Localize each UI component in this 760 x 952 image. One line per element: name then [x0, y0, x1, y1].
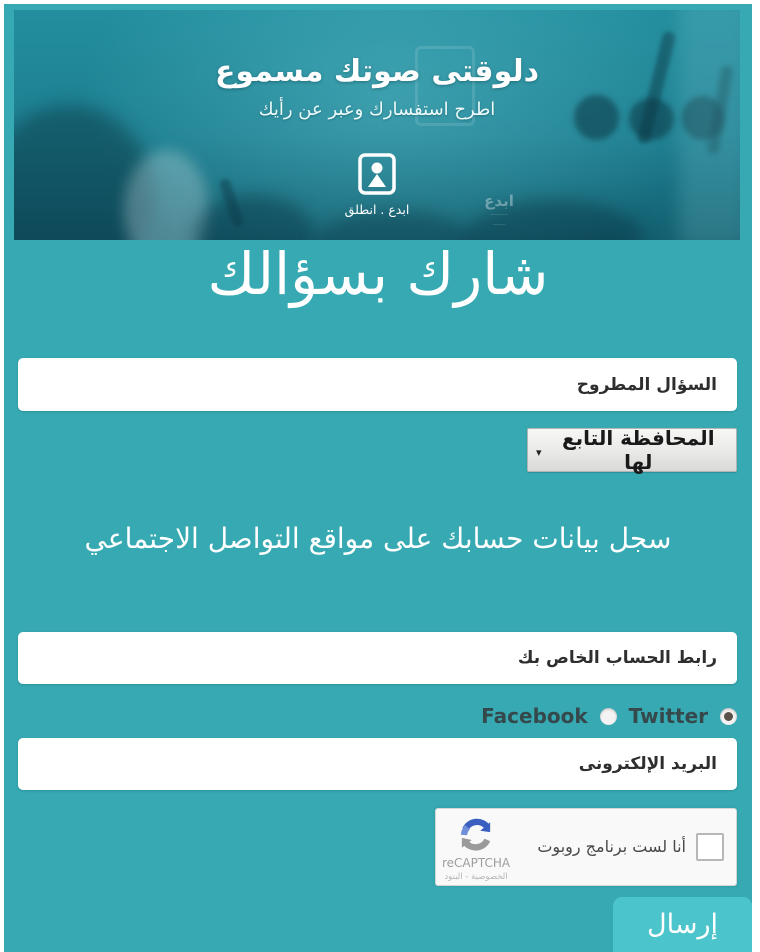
banner-badge-caption: ابدع . انطلق	[344, 202, 410, 217]
question-input[interactable]	[18, 358, 737, 411]
governorate-select-label: المحافظة التابع لها	[561, 426, 715, 474]
governorate-select[interactable]	[527, 428, 737, 472]
background-text-graphic: ابدع ――― ――	[484, 192, 514, 228]
recaptcha-checkbox[interactable]	[696, 833, 724, 861]
page-title: شارك بسؤالك	[207, 240, 549, 308]
portrait-badge-icon	[358, 153, 396, 195]
email-input[interactable]	[18, 738, 737, 790]
banner-badge	[317, 153, 437, 217]
submit-button[interactable]: إرسال	[613, 897, 752, 952]
banner-image	[14, 10, 740, 240]
page-background	[4, 4, 752, 952]
social-network-radio-group	[4, 704, 737, 728]
banner-title: دلوقتى صوتك مسموع	[214, 54, 540, 89]
recaptcha-widget	[435, 808, 737, 886]
facebook-radio[interactable]	[600, 708, 617, 725]
recaptcha-label: أنا لست برنامج روبوت	[537, 837, 686, 856]
recaptcha-privacy-terms-links[interactable]: الخصوصية - البنود	[444, 872, 508, 882]
twitter-option-label: Twitter	[628, 704, 708, 728]
recaptcha-logo-icon	[459, 817, 493, 853]
twitter-radio[interactable]	[720, 708, 737, 725]
banner-subtitle: اطرح استفسارك وعبر عن رأيك	[258, 99, 496, 120]
crowd-silhouette	[194, 195, 314, 240]
recaptcha-brand-label: reCAPTCHA	[442, 856, 511, 870]
account-link-input[interactable]	[18, 632, 737, 684]
facebook-option-label: Facebook	[481, 704, 588, 728]
section-heading: سجل بيانات حسابك على مواقع التواصل الاجتماعي	[84, 522, 672, 555]
screen-glow	[679, 10, 740, 240]
chevron-down-icon	[536, 441, 542, 460]
